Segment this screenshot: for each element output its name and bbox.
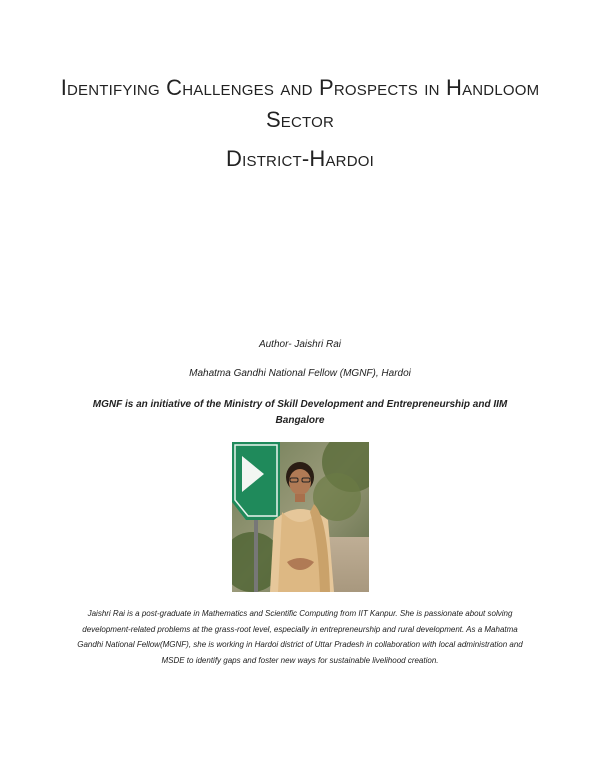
author-photo [232,442,369,592]
author-photo-illustration [232,442,369,592]
district-subtitle: District-Hardoi [226,146,374,171]
author-line: Author- Jaishri Rai [258,339,342,350]
fellowship-line: Mahatma Gandhi National Fellow (MGNF), Hardoi [189,368,411,379]
report-title: Identifying Challenges and Prospects in Handloom Sector [60,75,540,132]
initiative-statement: MGNF is an initiative of the Ministry of Skill Development and Entrepreneurship and IIM Bangalore [92,399,508,426]
author-bio: Jaishri Rai is a post-graduate in Mathematics and Scientific Computing from IIT Kanpur. She is passionate about solving development-related problems at the grass-root level, especially in entrepreneurship and rural development. As a Mahatma Gandhi National Fellow(MGNF), she is working in Hardoi district of Uttar Pradesh in collaboration with local administration and MSDE to identify gaps and foster new ways for sustainable livelihood creation. [77,609,523,665]
